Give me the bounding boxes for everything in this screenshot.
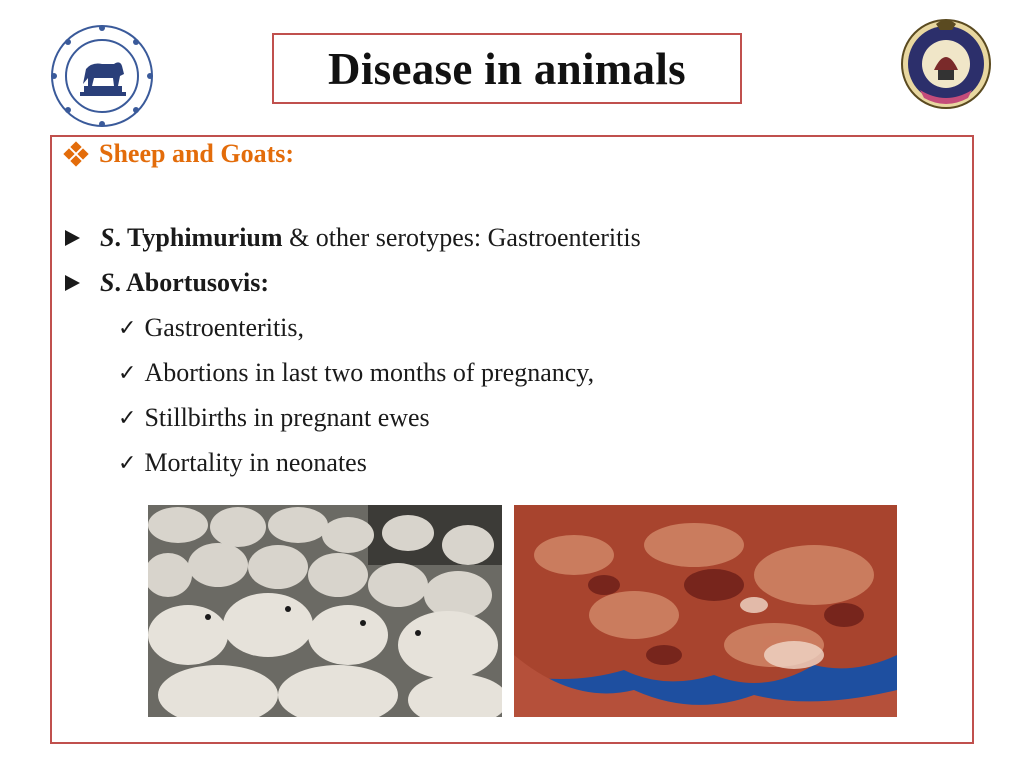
check-text: Gastroenteritis,	[144, 313, 305, 342]
section-heading	[65, 139, 294, 169]
check-item	[118, 448, 367, 478]
bullet-typhimurium	[65, 223, 641, 253]
slide-title: Disease in animals	[328, 43, 686, 94]
arrow-bullet-icon	[65, 230, 80, 246]
checkmark-icon: ✓	[118, 450, 137, 476]
checkmark-icon: ✓	[118, 315, 137, 341]
diamond-bullet-icon	[65, 143, 87, 165]
university-logo	[50, 24, 154, 128]
genus-abbrev: S	[100, 223, 115, 252]
college-logo	[898, 14, 994, 110]
intestinal-lesion-photo	[514, 505, 897, 717]
check-item	[118, 313, 304, 343]
check-item	[118, 358, 594, 388]
genus-abbrev: S	[100, 268, 115, 297]
content-panel	[50, 135, 974, 744]
heading-text: Sheep and Goats:	[99, 139, 295, 168]
bullet-abortusovis	[65, 268, 269, 298]
arrow-bullet-icon	[65, 275, 80, 291]
checkmark-icon: ✓	[118, 405, 137, 431]
checkmark-icon: ✓	[118, 360, 137, 386]
check-text: Mortality in neonates	[144, 448, 367, 477]
serotype-name: . Abortusovis:	[114, 268, 270, 297]
check-text: Stillbirths in pregnant ewes	[144, 403, 430, 432]
sheep-flock-photo	[148, 505, 502, 717]
check-text: Abortions in last two months of pregnancy,	[144, 358, 595, 387]
check-item	[118, 403, 430, 433]
title-box	[272, 33, 742, 104]
bullet-text: & other serotypes: Gastroenteritis	[282, 223, 641, 252]
serotype-name: . Typhimurium	[114, 223, 283, 252]
